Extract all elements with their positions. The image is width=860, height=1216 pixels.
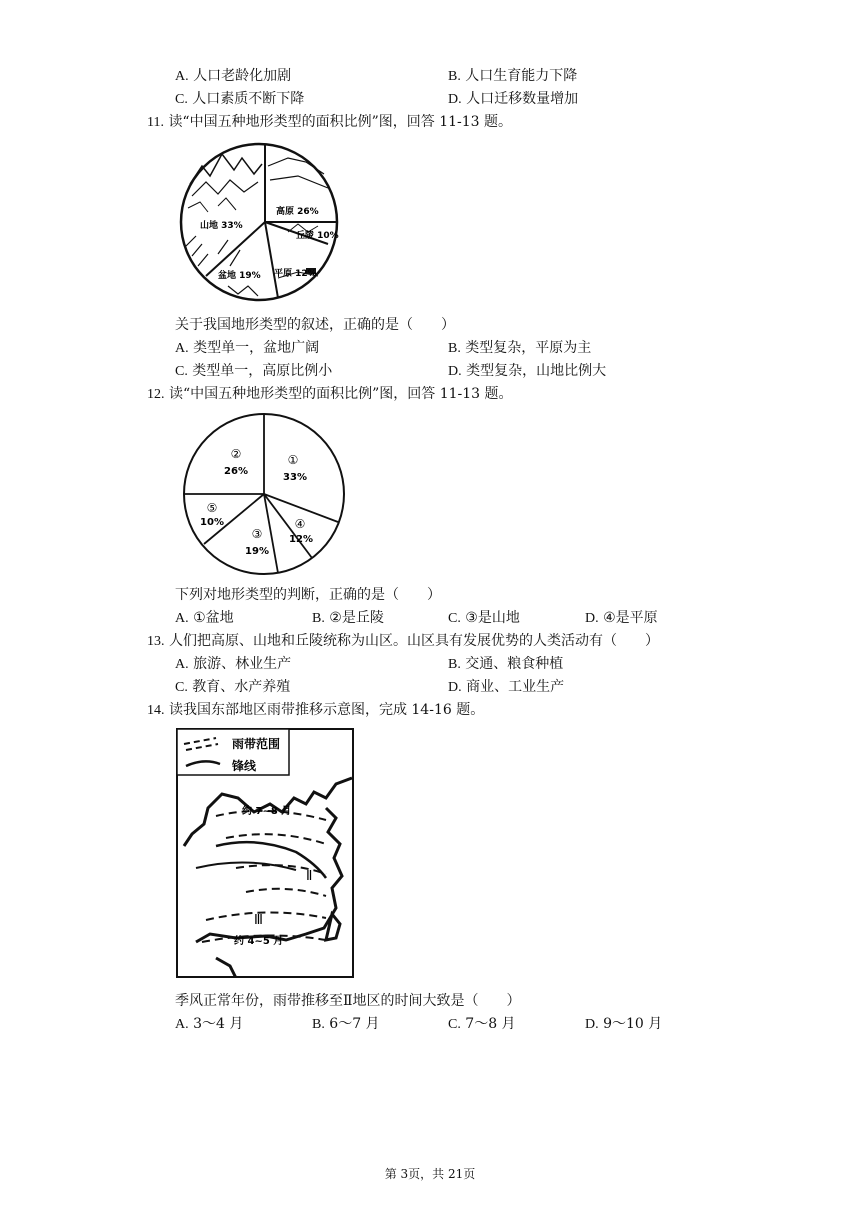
q10-option-c: C. 人口素质不断下降	[175, 91, 305, 107]
q11-label-plain: 平原 12%	[274, 269, 317, 279]
map-label-region-3: Ⅲ	[254, 913, 263, 928]
q14-option-b: B. 6～7 月	[312, 1016, 380, 1032]
map-label-apr-may: 约 4~5 月	[234, 936, 284, 947]
legend-rainbelt: 雨带范围	[232, 737, 281, 751]
q14-rainbelt-map	[176, 728, 354, 982]
q14-question: 季风正常年份，雨带推移至Ⅱ地区的时间大致是（ ）	[175, 993, 521, 1009]
q11-label-hills: 丘陵 10%	[296, 231, 339, 241]
q12-numbered-pie-figure	[180, 410, 348, 582]
q12-label-2: ②	[230, 447, 242, 461]
q13-option-b: B. 交通、粮食种植	[448, 656, 564, 672]
q11-terrain-pie-illustration	[178, 136, 340, 312]
q10-option-b: B. 人口生育能力下降	[448, 68, 578, 84]
map-label-region-2: Ⅱ	[306, 869, 313, 884]
q12-label-5: ⑤	[206, 501, 218, 515]
q12-label-1: ①	[287, 453, 299, 467]
q12-option-b: B. ②是丘陵	[312, 610, 384, 626]
q13-option-a: A. 旅游、林业生产	[175, 656, 292, 672]
q12-option-d: D. ④是平原	[585, 610, 658, 626]
q14-stem: 14. 读我国东部地区雨带推移示意图，完成 14-16 题。	[147, 702, 485, 718]
q12-stem: 12. 读“中国五种地形类型的面积比例”图，回答 11-13 题。	[147, 386, 513, 402]
q11-option-a: A. 类型单一，盆地广阔	[175, 340, 320, 356]
q10-option-d: D. 人口迁移数量增加	[448, 91, 579, 107]
q12-label-4: ④	[294, 517, 306, 531]
q14-option-d: D. 9～10 月	[585, 1016, 663, 1032]
q14-option-c: C. 7～8 月	[448, 1016, 516, 1032]
q13-stem: 13. 人们把高原、山地和丘陵统称为山区。山区具有发展优势的人类活动有（ ）	[147, 633, 659, 649]
q12-pct-3: 19%	[245, 546, 269, 557]
q11-option-b: B. 类型复杂，平原为主	[448, 340, 592, 356]
map-label-jul-aug: 约 7~8 月	[242, 806, 292, 817]
q13-option-c: C. 教育、水产养殖	[175, 679, 291, 695]
q12-pct-1: 33%	[283, 472, 307, 483]
q10-option-a: A. 人口老龄化加剧	[175, 68, 292, 84]
q14-option-a: A. 3～4 月	[175, 1016, 244, 1032]
q13-option-d: D. 商业、工业生产	[448, 679, 565, 695]
q12-pct-5: 10%	[200, 517, 224, 528]
q11-option-d: D. 类型复杂，山地比例大	[448, 363, 607, 379]
q12-option-c: C. ③是山地	[448, 610, 520, 626]
q12-pct-2: 26%	[224, 466, 248, 477]
q11-stem: 11. 读“中国五种地形类型的面积比例”图，回答 11-13 题。	[147, 114, 513, 130]
q12-label-3: ③	[251, 527, 263, 541]
q12-option-a: A. ①盆地	[175, 610, 234, 626]
q11-label-mountain: 山地 33%	[200, 221, 243, 231]
legend-front: 锋线	[232, 759, 257, 773]
q11-question: 关于我国地形类型的叙述，正确的是（ ）	[175, 317, 455, 333]
q11-option-c: C. 类型单一，高原比例小	[175, 363, 333, 379]
q12-question: 下列对地形类型的判断，正确的是（ ）	[175, 587, 441, 603]
q12-pct-4: 12%	[289, 534, 313, 545]
q11-label-plateau: 高原 26%	[276, 207, 319, 217]
q11-label-basin: 盆地 19%	[218, 271, 261, 281]
page-footer: 第 3页，共 21页	[384, 1167, 476, 1181]
